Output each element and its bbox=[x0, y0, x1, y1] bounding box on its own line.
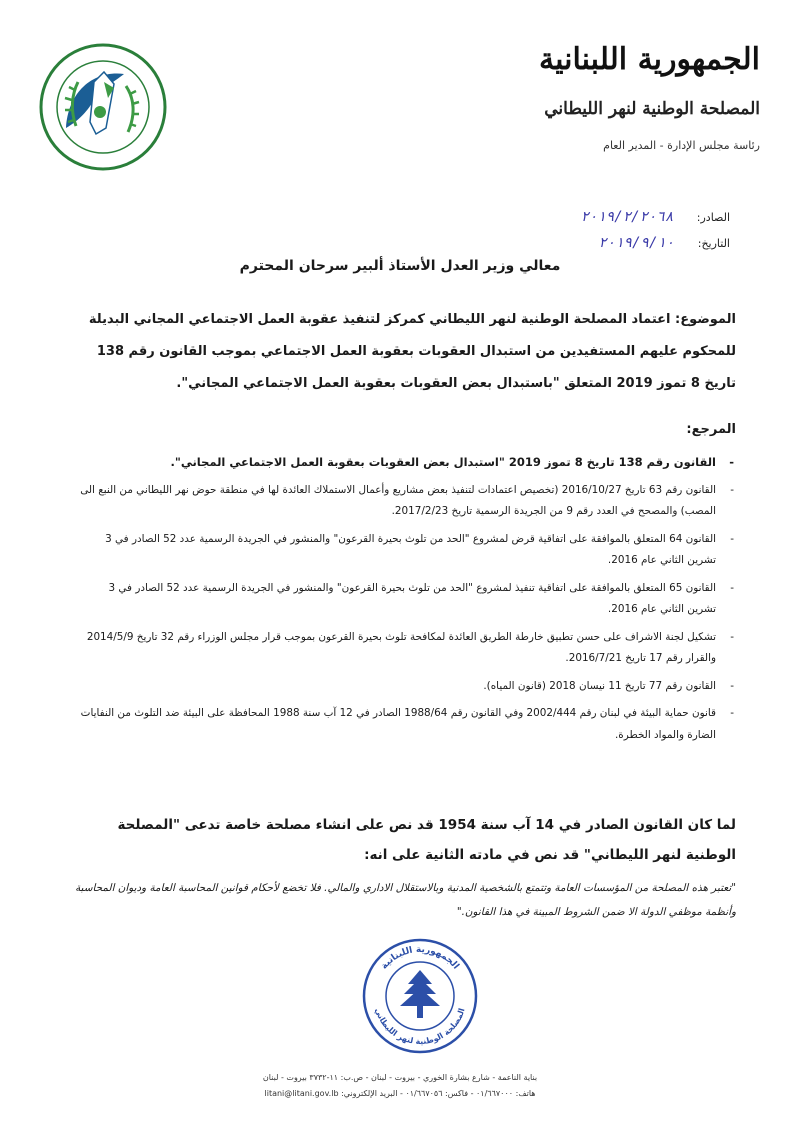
reference-item: - القانون رقم 138 تاريخ 8 تموز 2019 "استبدال بعض العقوبات بعقوبة العمل الاجتماعي المجاني". bbox=[80, 452, 738, 474]
footer bbox=[60, 1070, 740, 1102]
litani-authority-logo bbox=[38, 42, 168, 172]
reference-date-value: ٢٠١٩/٩/١٠ bbox=[598, 235, 675, 251]
reference-item: - القانون 65 المتعلق بالموافقة على اتفاقية تنفيذ لمشروع "الحد من تلوث بحيرة القرعون" والمنشور في الجريدة الرسمية عدد 52 الصادر في 3 تشرين الثاني عام 2016. bbox=[80, 578, 738, 621]
addressee: معالي وزير العدل الأستاذ ألبير سرحان المحترم bbox=[239, 258, 561, 274]
reference-block bbox=[490, 204, 730, 256]
subject-paragraph: الموضوع: اعتماد المصلحة الوطنية لنهر الليطاني كمركز لتنفيذ عقوبة العمل الاجتماعي المجاني البديلة للمحكوم عليهم المستفيدين من استبدال العقوبات بعقوبة العمل الاجتماعي بموجب القانون رقم 138 تاريخ 8 تموز 2019 المتعلق "باستبدال بعض العقوبات بعقوبة العمل الاجتماعي المجاني". bbox=[88, 312, 736, 391]
law-quote: "تعتبر هذه المصلحة من المؤسسات العامة وتتمتع بالشخصية المدنية وبالاستقلال الاداري والمالي. فلا تخضع لأحكام قوانين المحاسبة العامة وديوان المحاسبة وأنظمة موظفي الدولة الا ضمن الشروط المبينة في هذا القانون." bbox=[75, 882, 736, 918]
references-list bbox=[80, 452, 738, 752]
reference-item: - القانون 64 المتعلق بالموافقة على اتفاقية قرض لمشروع "الحد من تلوث بحيرة القرعون" والمنشور في الجريدة الرسمية عدد 52 الصادر في 3 تشرين الثاني عام 2016. bbox=[80, 529, 738, 572]
reference-item: - القانون رقم 77 تاريخ 11 نيسان 2018 (قانون المياه). bbox=[80, 676, 738, 698]
footer-address: بناية الناعمة - شارع بشارة الخوري - بيروت - لبنان - ص.ب: ١١-٣٧٣٢ بيروت - لبنان bbox=[262, 1073, 538, 1082]
reference-number-label: الصادر: bbox=[696, 211, 730, 224]
reference-date-label: التاريخ: bbox=[697, 237, 730, 250]
reference-number-row bbox=[490, 204, 730, 230]
office-name: رئاسة مجلس الإدارة - المدير العام bbox=[603, 139, 760, 152]
references-title: المرجع: bbox=[686, 422, 736, 437]
state-name: الجمهورية اللبنانية bbox=[538, 42, 760, 77]
stamp-top-text: الجمهورية اللبنانية bbox=[379, 944, 461, 972]
main-paragraph: لما كان القانون الصادر في 14 آب سنة 1954 قد نص على انشاء مصلحة خاصة تدعى "المصلحة الوطنية لنهر الليطاني" قد نص في مادته الثانية على انه: bbox=[117, 817, 736, 863]
cedar-icon bbox=[400, 970, 440, 1018]
reference-date-row bbox=[490, 230, 730, 256]
official-stamp bbox=[360, 936, 480, 1056]
reference-item: - القانون رقم 63 تاريخ 2016/10/27 (تخصيص اعتمادات لتنفيذ بعض مشاريع وأعمال الاستملاك العائدة لها في منطقة حوض نهر الليطاني من النبع الى المصب) والمصحح في العدد رقم 9 من الجريدة الرسمية تاريخ 2017/2/23. bbox=[80, 480, 738, 523]
reference-number-value: ٢٠١٩/٢/٢٠٦٨ bbox=[580, 209, 674, 225]
stamp-bottom-text: المصلحة الوطنية لنهر الليطاني bbox=[373, 1006, 467, 1047]
reference-item: - تشكيل لجنة الاشراف على حسن تطبيق خارطة الطريق العائدة لمكافحة تلوث بحيرة القرعون بموجب قرار مجلس الوزراء رقم 32 تاريخ 2014/5/9 والقرار رقم 17 تاريخ 2016/7/21. bbox=[80, 627, 738, 670]
letterhead bbox=[460, 40, 760, 156]
authority-name: المصلحة الوطنية لنهر الليطاني bbox=[544, 99, 760, 119]
footer-contact: هاتف: ٠١/٦٦٧٠٠٠ - فاكس: ٠١/٦٦٧٠٥٦ - البريد الإلكتروني: litani@litani.gov.lb bbox=[264, 1089, 536, 1098]
reference-item: - قانون حماية البيئة في لبنان رقم 2002/444 وفي القانون رقم 1988/64 الصادر في 12 آب سنة 1988 المحافظة على البيئة ضد التلوث من النفايات الضارة والمواد الخطرة. bbox=[80, 703, 738, 746]
